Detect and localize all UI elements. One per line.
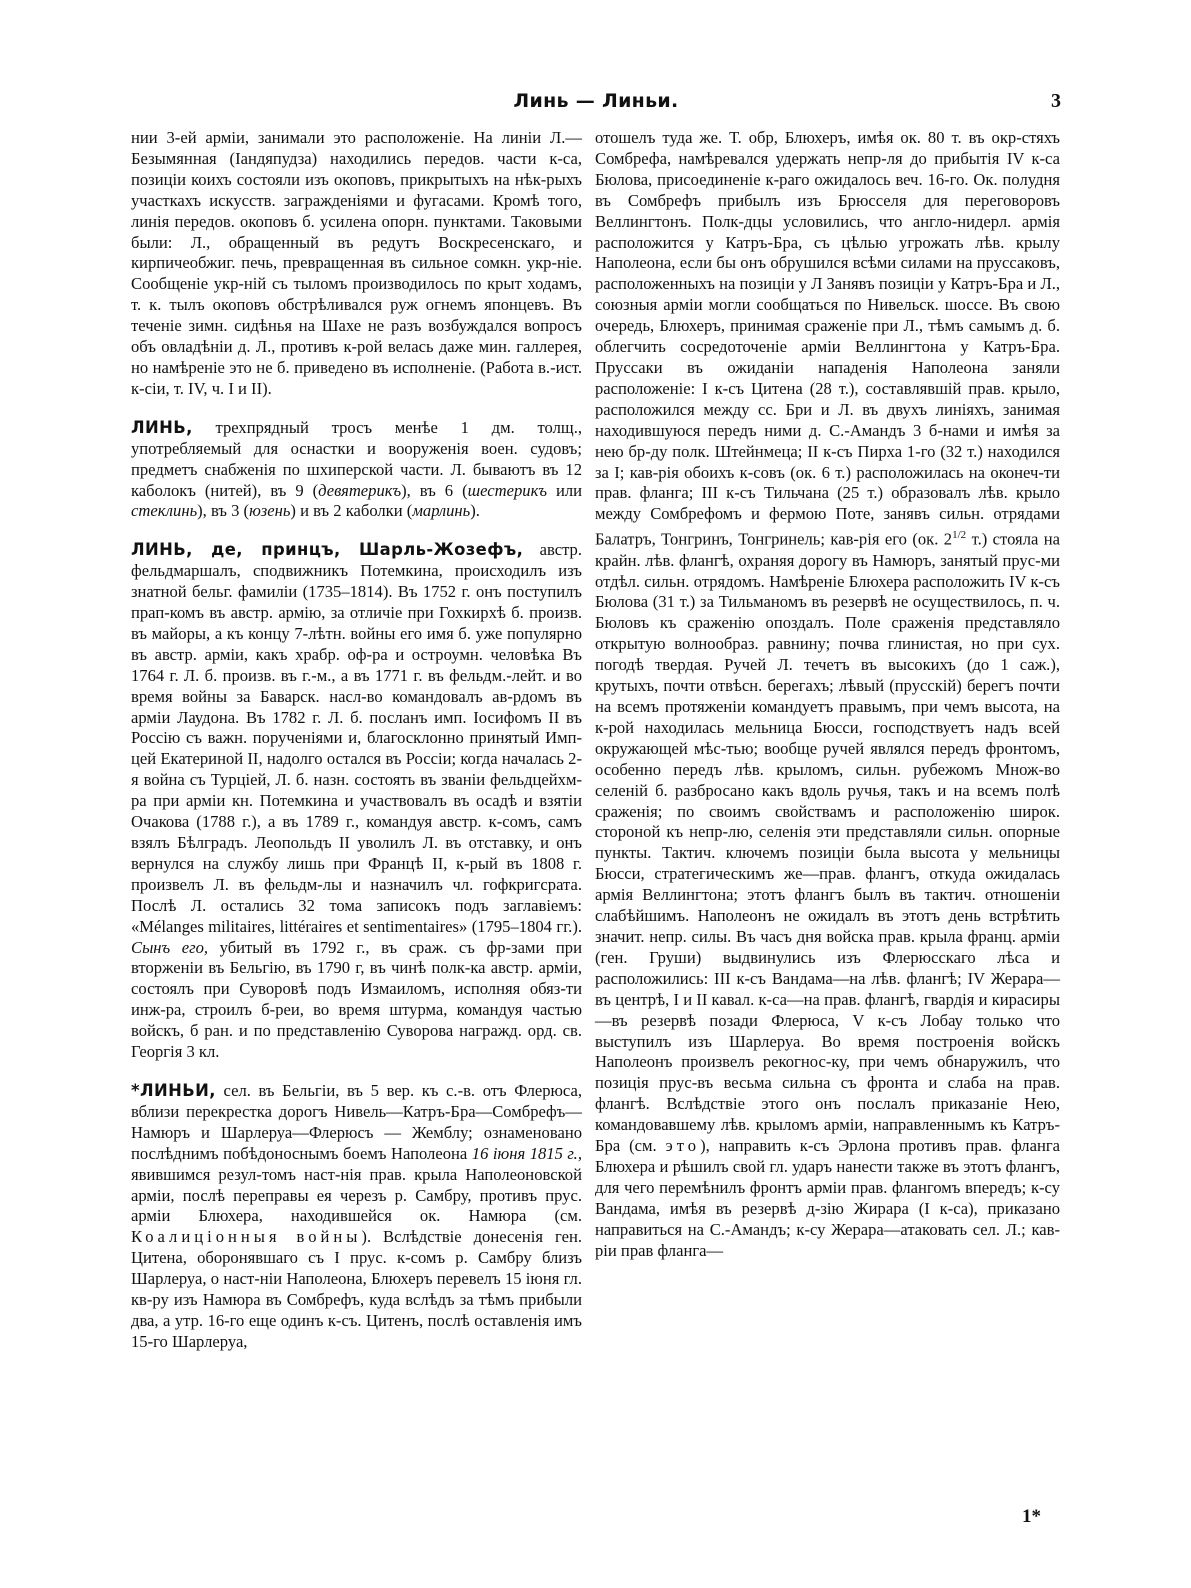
entry-headword: *ЛИНЬИ,: [131, 1080, 216, 1100]
right-column: [595, 128, 1060, 1261]
entry-lin-prince: ЛИНЬ, де, принцъ, Шарль-Жозефъ, австр. фельдмаршалъ, сподвижникъ Потемкина, происходилъ изъ знатной бельг. фамиліи (1735–1814). Въ 1752 г. онъ поступилъ прап-комъ въ австр. армію, за отличіе при Гохкирхѣ б. произв. въ майоры, а къ концу 7-лѣтн. войны его имя б. уже популярно въ австр. арміи, какъ храбр. оф-ра и остроумн. человѣка Въ 1764 г. Л. б. произв. въ г.-м., а въ 1771 г. въ фельдм.-лейт. и во время войны за Баварск. насл-во командовалъ ав-рдомъ въ арміи Лаудона. Въ 1782 г. Л. б. посланъ имп. Іосифомъ II въ Россію съ важн. порученіями и, благосклонно принятый Имп-цей Екатериной II, надолго остался въ Россіи; когда началась 2-я война съ Турціей, Л. б. назн. состоять въ званіи фельдцейхм-ра при арміи кн. Потемкина и участвовалъ въ осадѣ и взятіи Очакова (1788 г.), а въ 1789 г., командуя австр. к-сомъ, самъ взялъ Бѣлградъ. Леопольдъ II уволилъ Л. въ отставку, и онъ вернулся на службу лишь при Францѣ II, к-рый въ 1808 г. произвелъ Л. въ фельдм-лы и назначилъ чл. гофкригсрата. Послѣ Л. остались 32 тома записокъ подъ заглавіемъ: «Mélanges militaires, littéraires et sentimentaires» (1795–1804 гг.). Сынъ его, убитый въ 1792 г., въ сраж. съ фр-зами при вторженіи въ Бельгію, въ 1790 г, въ чинѣ полк-ка австр. арміи, состоялъ при Суворовѣ подъ Измаиломъ, исполняя обяз-ти инж-ра, строилъ б-реи, во время штурма, командуя частью войскъ, б ран. и по представленію Суворова награжд. орд. св. Георгія 3 кл.: [131, 540, 582, 1062]
entry-headword: ЛИНЬ,: [131, 417, 193, 437]
left-column: [131, 128, 582, 1353]
signature-mark: 1*: [1022, 1506, 1041, 1527]
running-title: Линь — Линьи.: [513, 90, 679, 112]
entry-linyi: *ЛИНЬИ, сел. въ Бельгіи, въ 5 вер. къ с.-в. отъ Флерюса, вблизи перекрестка дорогъ Нивель—Катръ-Бра—Сомбрефъ—Намюръ и Шарлеруа—Флерюсъ — Жемблу; ознаменовано послѣднимъ побѣдоноснымъ боемъ Наполеона 16 іюня 1815 г., явившимся резул-томъ наст-нія прав. крыла Наполеоновской арміи, послѣ переправы ея черезъ р. Самбру, противъ прус. арміи Блюхера, находившейся ок. Намюра (см. Коалиціонныя войны). Вслѣдствіе донесенія ген. Цитена, оборонявшаго съ I прус. к-сомъ р. Самбру близъ Шарлеруа, о наст-ніи Наполеона, Блюхеръ перевелъ 15 іюня гл. кв-ру изъ Намюра въ Сомбрефъ, куда вслѣдъ за тѣмъ прибыли два, а утр. 16-го еще одинъ к-съ. Цитенъ, послѣ оставленія имъ 15-го Шарлеруа,: [131, 1080, 582, 1351]
paragraph-continuation: отошелъ туда же. Т. обр, Блюхеръ, имѣя ок. 80 т. въ окр-стяхъ Сомбрефа, намѣревался удержать непр-ля до прибытія IV к-са Бюлова, присоединеніе к-раго ожидалось веч. 16-го. Ок. полудня въ Сомбрефъ прибылъ изъ Брюсселя для переговоровъ Веллингтонъ. Полк-дцы условились, что англо-нидерл. армія расположится у Катръ-Бра, съ цѣлью угрожать лѣв. крылу Наполеона, если бы онъ обрушился всѣми силами на пруссаковъ, расположенныхъ на позиціи у Л Занявъ позиціи у Катръ-Бра и Л., союзныя арміи могли сообщаться по Нивельск. шоссе. Въ свою очередь, Блюхеръ, принимая сраженіе при Л., тѣмъ самымъ д. б. облегчить сосредоточеніе арміи Веллингтона у Катръ-Бра. Пруссаки въ ожиданіи нападенія Наполеона заняли расположеніе: I к-съ Цитена (28 т.), составлявшій прав. крыло, расположился между сс. Бри и Л. въ двухъ линіяхъ, занимая находившуюся передъ ними д. С.-Амандъ 3 б-нами и имѣя за нею бр-ду полк. Штейнмеца; II к-съ Пирха 1-го (32 т.) находился за I; кав-рія обоихъ к-совъ (ок. 6 т.) расположилась на оконеч-ти прав. фланга; III к-съ Тильчана (25 т.) образовалъ лѣв. крыло между Сомбрефомъ и фермою Поте, занявъ сильн. отрядами Балатръ, Тонгринъ, Тонгринель; кав-рія его (ок. $2^{1/2}$ т.) стояла на крайн. лѣв. флангѣ, охраняя дорогу въ Намюръ, занятый прус-ми отдѣл. сильн. отрядомъ. Намѣреніе Блюхера расположить IV к-съ Бюлова (31 т.) за Тильманомъ въ резервѣ не осуществилось, п. ч. Бюловъ къ сраженію опоздалъ. Поле сраженія представляло открытую волнообраз. равнину; почва глинистая, но при сух. погодѣ твердая. Ручей Л. течетъ въ высокихъ (до 1 саж.), крутыхъ, почти отвѣсн. берегахъ; лѣвый (прусскій) берегъ почти на всемъ протяженіи командуетъ правымъ, при чемъ высота, на к-рой находилась мельница Бюсси, господствуетъ надъ всей окружающей мѣс-тью; вообще ручей являлся передъ фронтомъ, особенно передъ лѣв. крыломъ, сильн. рубежомъ Множ-во селеній б. разбросано какъ вдоль ручья, такъ и на всемъ полѣ сраженія; по своимъ свойствамъ и расположенію широк. стороной къ непр-лю, селенія эти представляли сильн. опорные пункты. Тактич. ключемъ позиціи была высота у мельницы Бюсси, стратегическимъ же—прав. флангъ, откуда ожидалась армія Веллингтона; этотъ флангъ былъ въ тактич. отношеніи слабѣйшимъ. Наполеонъ не ожидалъ въ этотъ день встрѣтить значит. непр. силы. Въ часъ дня войска прав. крыла франц. арміи (ген. Груши) выдвинулись изъ Флерюсскаго лѣса и расположились: III к-съ Вандама—на лѣв. флангѣ; IV Жерара—въ центрѣ, I и II кавал. к-са—на прав. флангѣ, гвардія и кирасиры—въ резервѣ позади Флерюса, V к-съ Лобау только что выступилъ изъ Шарлеруа. Во время построенія войскъ Наполеонъ произвелъ рекогнос-ку, при чемъ обнаружилъ, что позиція прус-въ весьма сильна съ фронта и слаба на прав. флангѣ. Вслѣдствіе этого онъ послалъ приказаніе Нею, командовавшему лѣв. крыломъ арміи, направленнымъ къ Катръ-Бра (см. это), направить к-съ Эрлона противъ прав. фланга Блюхера и рѣшилъ свой гл. ударъ нанести также въ этотъ флангъ, для чего перемѣнилъ фронтъ арміи прав. флангомъ впередъ; к-су Вандама, имѣя въ резервѣ д-зію Жирара (I к-са), приказано направиться на С.-Амандъ; к-су Жерара—атаковать сел. Л.; кав-ріи прав фланга—: [595, 128, 1060, 1260]
entry-headword: ЛИНЬ, де, принцъ, Шарль-Жозефъ,: [131, 540, 524, 560]
page-header: [131, 86, 1061, 120]
paragraph-continuation: нии 3-ей арміи, занимали это расположеніе. На линіи Л.—Безымянная (Іандяпудза) находились передов. части к-са, позиціи коихъ состояли изъ окоповъ, прикрытыхъ на нѣк-рыхъ участкахъ искусств. загражденіями и фугасами. Кромѣ того, линія передов. окоповъ б. усилена опорн. пунктами. Таковыми были: Л., обращенный въ редутъ Воскресенскаго, и кирпичеобжиг. печь, превращенная въ сильное сомкн. укр-ніе. Сообщеніе укр-ній съ тыломъ производилось по крыт ходамъ, т. к. тылъ окоповъ обстрѣливался руж огнемъ японцевъ. Въ теченіе зимн. сидѣнья на Шахе не разъ возбуждался вопросъ объ овладѣніи д. Л., противъ к-рой велась даже мин. галлерея, но намѣреніе это не б. приведено въ исполненіе. (Работа в.-ист. к-сіи, т. IV, ч. I и II).: [131, 128, 582, 398]
page-number: 3: [1051, 90, 1061, 112]
entry-lin: ЛИНЬ, трехпрядный тросъ менѣе 1 дм. толщ., употребляемый для оснастки и вооруженія воен. судовъ; предметъ снабженія по шхиперской части. Л. бываютъ въ 12 каболокъ (нитей), въ 9 (девятерикъ), въ 6 (шестерикъ или стеклинь), въ 3 (юзень) и въ 2 каболки (марлинь).: [131, 417, 582, 521]
